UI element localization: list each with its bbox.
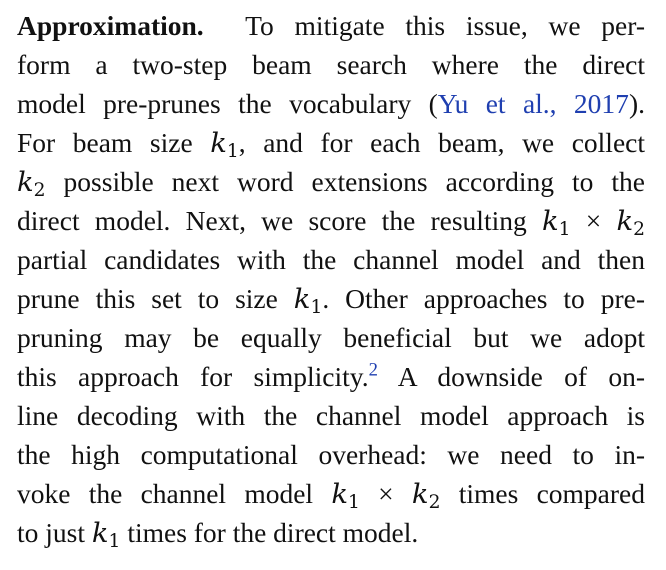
math-k1: $k_1$ xyxy=(331,478,360,514)
line-text: A downside of on- xyxy=(377,361,645,392)
math-k1: $k_1$ xyxy=(293,283,323,319)
citation-link[interactable]: Yu et al., 2017 xyxy=(437,88,629,119)
line-text: . Other approaches to pre- xyxy=(322,283,645,314)
text-line-1 xyxy=(17,6,645,45)
line-text: For beam size xyxy=(17,127,211,158)
math-k2: $k_2$ xyxy=(17,166,46,202)
text-line-2 xyxy=(17,45,645,84)
line-text: form a two-step beam search where the direct xyxy=(17,49,645,80)
line-text: to just xyxy=(17,517,92,548)
text-line-9 xyxy=(17,318,645,357)
times-symbol: × xyxy=(570,205,617,236)
line-text: possible next word extensions according to the xyxy=(45,166,645,197)
math-k2: $k_2$ xyxy=(616,205,645,241)
line-text: To mitigate this issue, we per- xyxy=(245,10,646,41)
line-text: prune this set to size xyxy=(17,283,294,314)
approximation-paragraph xyxy=(17,6,645,552)
text-line-8 xyxy=(17,279,645,318)
line-text: , and for each beam, we collect xyxy=(238,127,645,158)
text-line-4 xyxy=(17,123,645,162)
line-text: times for the direct model. xyxy=(120,517,419,548)
line-text: pruning may be equally beneficial but we adopt xyxy=(17,322,645,353)
math-k1: $k_1$ xyxy=(541,205,571,241)
section-heading: Approximation. xyxy=(17,10,204,41)
line-text: voke the channel model xyxy=(17,478,332,509)
line-text: this approach for simplicity. xyxy=(17,361,369,392)
math-k1: $k_1$ xyxy=(210,127,239,163)
math-k2: $k_2$ xyxy=(411,478,441,514)
line-text: the high computational overhead: we need to in- xyxy=(17,439,645,470)
text-line-11 xyxy=(17,396,645,435)
text-line-3 xyxy=(17,84,645,123)
text-line-12 xyxy=(17,435,645,474)
line-text: line decoding with the channel model approach is xyxy=(17,400,645,431)
text-line-10 xyxy=(17,357,645,396)
times-symbol: × xyxy=(359,478,412,509)
line-text: times compared xyxy=(440,478,645,509)
line-text: model pre-prunes the vocabulary ( xyxy=(17,88,438,119)
text-line-7 xyxy=(17,240,645,279)
line-text: partial candidates with the channel model and then xyxy=(17,244,645,275)
math-k1: $k_1$ xyxy=(91,517,121,553)
line-text: direct model. Next, we score the resulting xyxy=(17,205,542,236)
footnote-marker[interactable]: 2 xyxy=(368,359,378,381)
text-line-13 xyxy=(17,474,645,513)
line-text: ). xyxy=(628,88,645,119)
text-line-5 xyxy=(17,162,645,201)
text-line-6 xyxy=(17,201,645,240)
text-line-14 xyxy=(17,513,645,552)
